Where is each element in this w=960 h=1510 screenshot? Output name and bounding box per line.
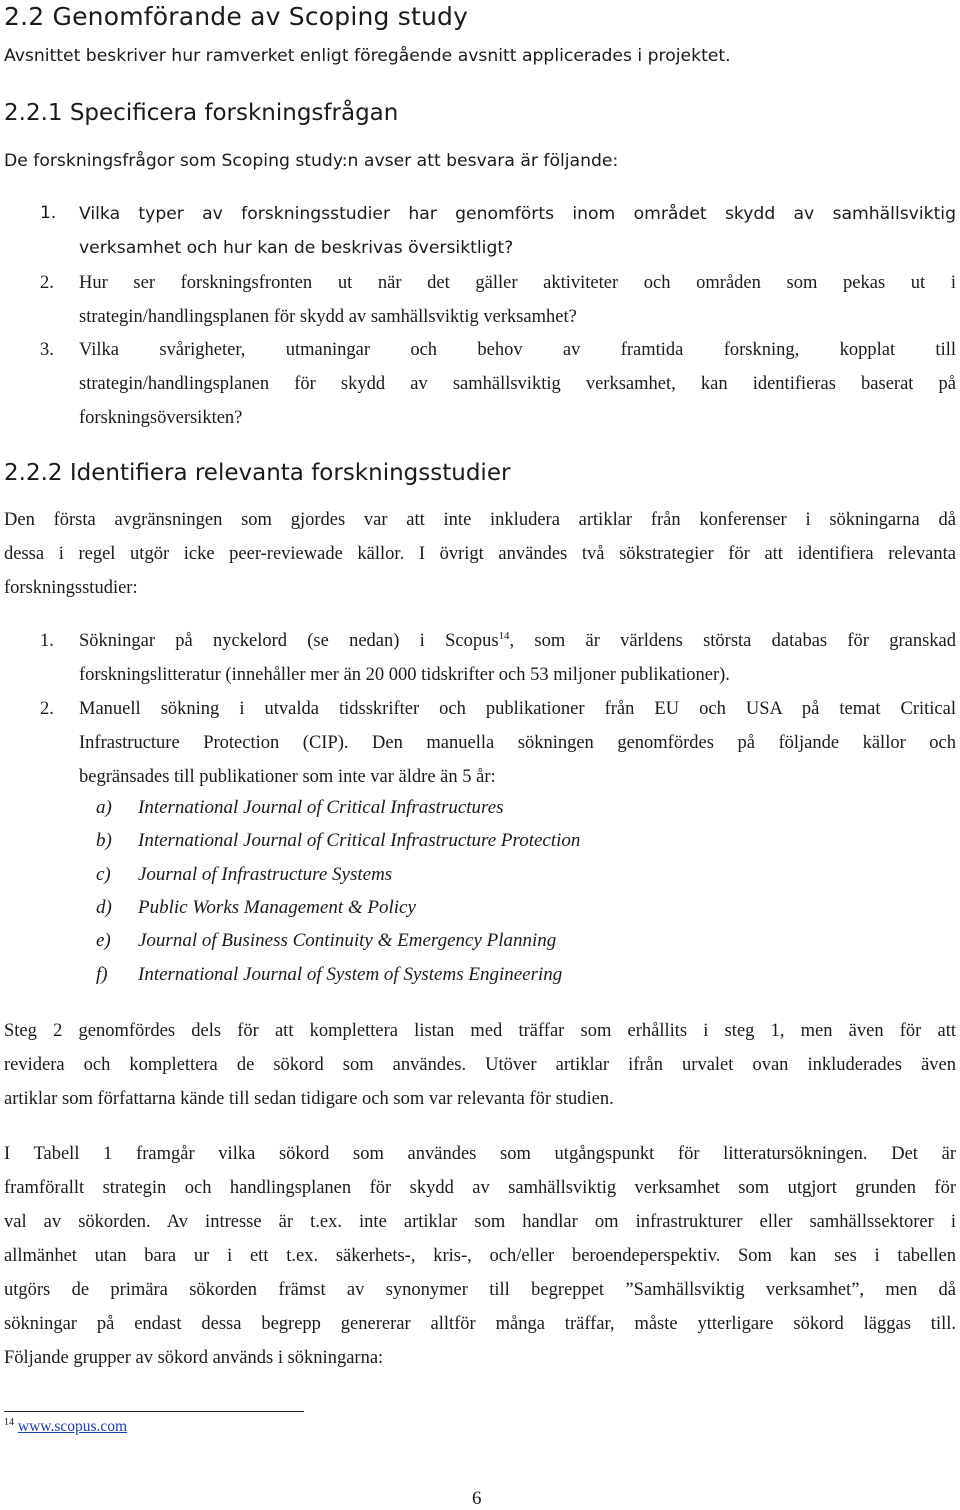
paragraph-line: Följande grupper av sökord används i sökningarna: [4,1348,384,1368]
journal-name: Journal of Infrastructure Systems [138,864,393,885]
subsection-heading-1: 2.2.1 Specificera forskningsfrågan [4,100,399,126]
paragraph-line: forskningsstudier: [4,578,138,598]
section-intro: Avsnittet beskriver hur ramverket enligt föregående avsnitt applicerades i projektet. [4,46,731,66]
journal-item [96,864,392,886]
paragraph-line: allmänhet utan bara ur i ett t.ex. säkerhets-, kris-, och/eller beroendeperspektiv. Som kan ses i tabellen [4,1246,956,1266]
paragraph-line: revidera och komplettera de sökord som användes. Utöver artiklar ifrån urvalet ovan inkluderades även [4,1055,956,1075]
paragraph-2 [4,1014,956,1116]
strategy-line: begränsades till publikationer som inte var äldre än 5 år: [79,767,496,787]
strategy-number: 1. [40,631,54,651]
page-number: 6 [472,1488,482,1509]
question-number: 2. [40,273,54,293]
question-line: strategin/handlingsplanen för skydd av samhällsviktig verksamhet, kan identifieras baserat på [79,374,956,394]
footnote-reference: 14 [498,629,510,642]
journal-item [96,964,562,986]
journal-letter: c) [96,864,111,885]
journal-letter: a) [96,797,112,818]
journal-name: International Journal of Critical Infrastructure Protection [138,830,581,851]
paragraph-line: utgörs de primära sökorden främst av synonymer till begreppet ”Samhällsviktig verksamhet”, men då [4,1280,956,1300]
paragraph-line: I Tabell 1 framgår vilka sökord som användes som utgångspunkt för litteratursökningen. Det är [4,1144,956,1164]
paragraph-1 [4,503,956,605]
paragraph-line: sökningar på endast dessa begrepp genererar alltför många träffar, måste ytterligare sökord läggas till. [4,1314,956,1334]
journal-name: International Journal of System of Systems Engineering [138,964,563,985]
footnote-number: 14 [4,1416,14,1428]
paragraph-line: val av sökorden. Av intresse är t.ex. inte artiklar som handlar om infrastrukturer eller samhällssektorer i [4,1212,956,1232]
question-line: verksamhet och hur kan de beskrivas översiktligt? [79,238,514,258]
question-line: Hur ser forskningsfronten ut när det gäller aktiviteter och områden som pekas ut i [79,273,956,293]
paragraph-line: framförallt strategin och handlingsplanen för skydd av samhällsviktig verksamhet som utgjort grunden för [4,1178,956,1198]
journal-name: International Journal of Critical Infrastructures [138,797,504,818]
journal-letter: b) [96,830,112,851]
journal-item [96,797,504,819]
subsection-heading-2: 2.2.2 Identifiera relevanta forskningsstudier [4,460,511,486]
paragraph-line: Den första avgränsningen som gjordes var att inte inkludera artiklar från konferenser i sökningarna då [4,510,956,530]
strategy-text: , som är världens största databas för granskad [509,631,956,651]
strategy-line: Manuell sökning i utvalda tidsskrifter och publikationer från EU och USA på temat Critical [79,699,956,719]
strategy-text: Sökningar på nyckelord (se nedan) i Scopus [79,631,499,651]
journal-name: Journal of Business Continuity & Emergency Planning [138,930,557,951]
journal-name: Public Works Management & Policy [138,897,416,918]
question-line: Vilka typer av forskningsstudier har genomförts inom området skydd av samhällsviktig [79,204,956,224]
question-number: 1. [40,203,57,223]
question-number: 3. [40,340,54,360]
question-line: strategin/handlingsplanen för skydd av samhällsviktig verksamhet? [79,307,577,327]
paragraph-line: Steg 2 genomfördes dels för att komplettera listan med träffar som erhållits i steg 1, men även för att [4,1021,956,1041]
paragraph-line: artiklar som författarna kände till sedan tidigare och som var relevanta för studien. [4,1089,614,1109]
journal-letter: e) [96,930,111,951]
subsection-intro-1: De forskningsfrågor som Scoping study:n avser att besvara är följande: [4,151,619,171]
strategy-line: forskningslitteratur (innehåller mer än 20 000 tidskrifter och 53 miljoner publikationer). [79,665,730,685]
journal-letter: f) [96,964,108,985]
footnote [4,1418,127,1436]
paragraph-line: dessa i regel utgör icke peer-reviewade källor. I övrigt användes två sökstrategier för att identifiera relevanta [4,544,956,564]
journal-item [96,897,416,919]
strategy-line [79,624,956,658]
journal-item [96,830,580,852]
journal-item [96,930,556,952]
section-heading: 2.2 Genomförande av Scoping study [4,2,469,31]
question-line: Vilka svårigheter, utmaningar och behov av framtida forskning, kopplat till [79,340,956,360]
footnote-divider [4,1411,304,1412]
strategy-number: 2. [40,699,54,719]
paragraph-3 [4,1137,956,1375]
strategy-line: Infrastructure Protection (CIP). Den manuella sökningen genomfördes på följande källor och [79,733,956,753]
question-line: forskningsöversikten? [79,408,243,428]
journal-letter: d) [96,897,112,918]
footnote-link[interactable]: www.scopus.com [17,1418,128,1435]
